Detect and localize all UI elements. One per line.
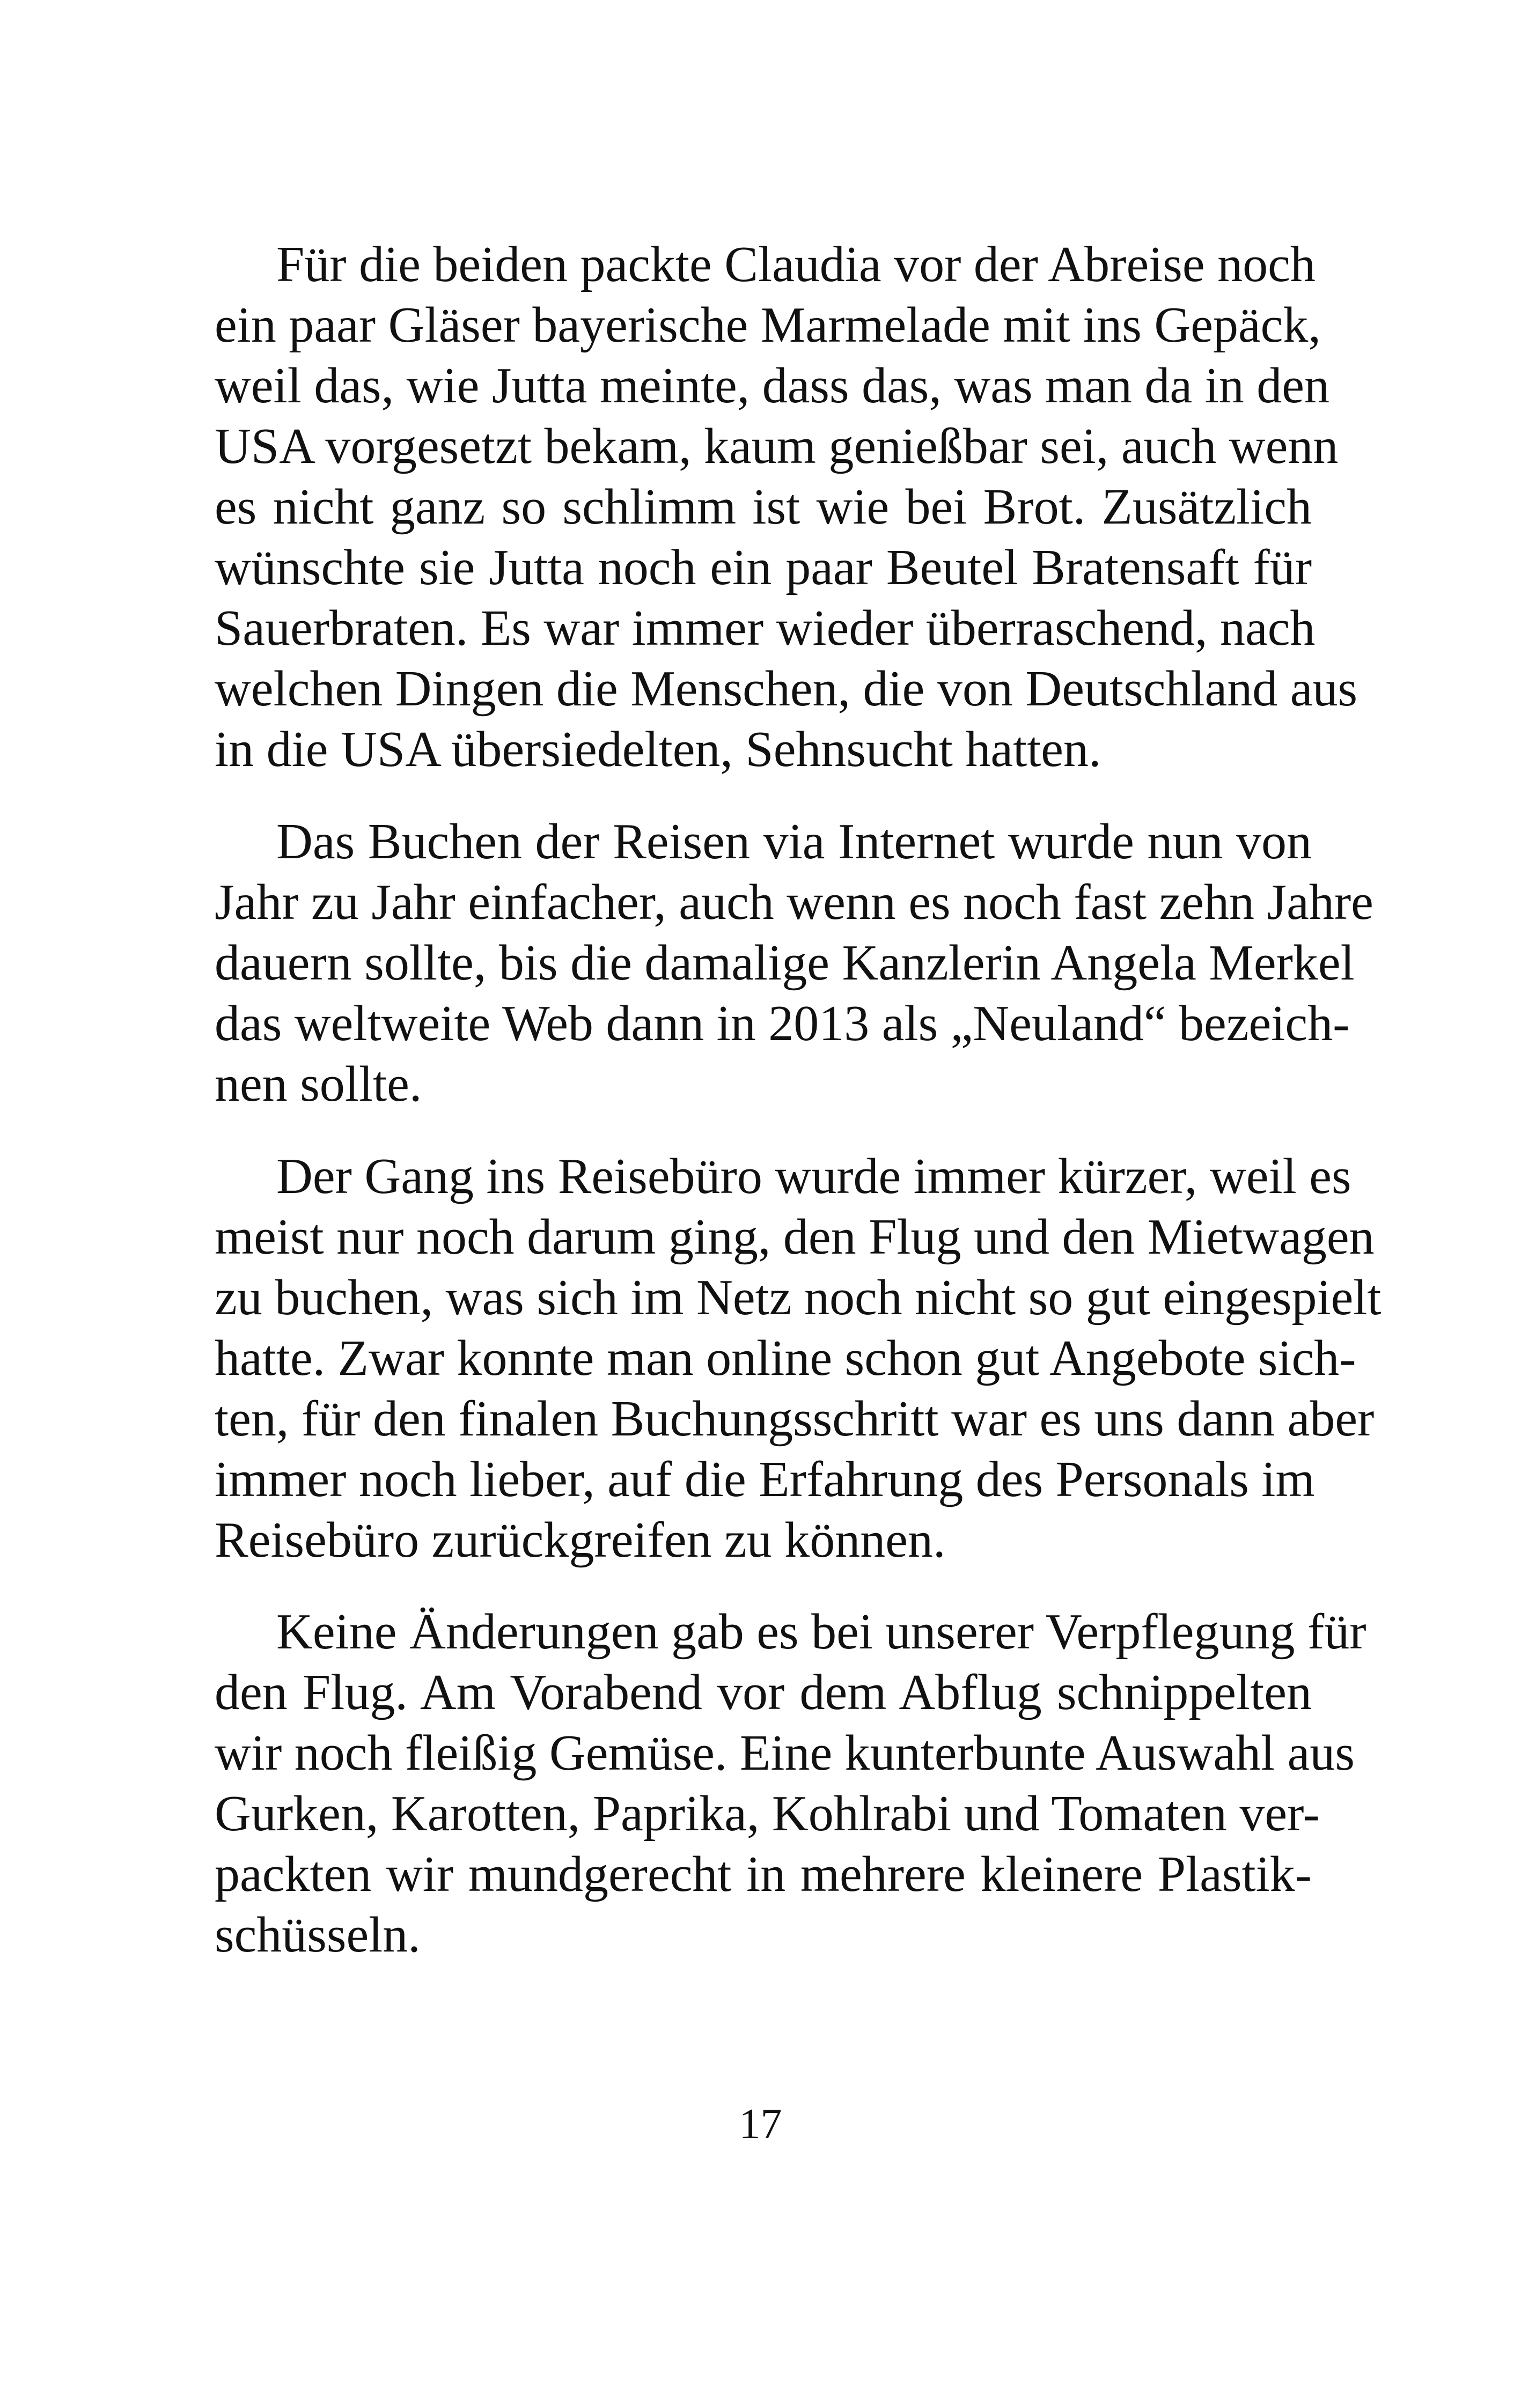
paragraph-line: ten, für den finalen Buchungsschritt war es uns dann aber (215, 1391, 1375, 1447)
paragraph-line: nen sollte. (215, 1056, 422, 1112)
paragraph-line: hatte. Zwar konnte man online schon gut Angebote sich- (215, 1330, 1356, 1386)
paragraph-line: Gurken, Karotten, Paprika, Kohlrabi und Tomaten ver- (215, 1786, 1320, 1842)
paragraph-line: Das Buchen der Reisen via Internet wurde nun von (276, 814, 1312, 870)
paragraph-line: dauern sollte, bis die damalige Kanzlerin Angela Merkel (215, 935, 1355, 991)
paragraph-line: packten wir mundgerecht in mehrere kleinere Plastik- (215, 1846, 1312, 1902)
paragraph-line: immer noch lieber, auf die Erfahrung des Personals im (215, 1452, 1315, 1507)
paragraph-line: wünschte sie Jutta noch ein paar Beutel Bratensaft für (215, 540, 1312, 595)
paragraph-line: schüsseln. (215, 1907, 421, 1963)
paragraph-line: welchen Dingen die Menschen, die von Deutschland aus (215, 661, 1358, 717)
paragraph-line: Reisebüro zurückgreifen zu können. (215, 1512, 946, 1568)
page-number: 17 (739, 2101, 782, 2148)
paragraph-line: Sauerbraten. Es war immer wieder überraschend, nach (215, 600, 1316, 656)
paragraph-line: Der Gang ins Reisebüro wurde immer kürzer, weil es (276, 1148, 1351, 1204)
paragraph-line: USA vorgesetzt bekam, kaum genießbar sei, auch wenn (215, 418, 1339, 474)
paragraph-line: Für die beiden packte Claudia vor der Abreise noch (276, 237, 1316, 292)
paragraph-line: in die USA übersiedelten, Sehnsucht hatten. (215, 721, 1101, 777)
paragraph-line: meist nur noch darum ging, den Flug und den Mietwagen (215, 1209, 1375, 1265)
paragraph-line: wir noch fleißig Gemüse. Eine kunterbunte Auswahl aus (215, 1725, 1355, 1781)
paragraph-line: das weltweite Web dann in 2013 als „Neuland“ bezeich- (215, 996, 1350, 1051)
paragraph-line: ein paar Gläser bayerische Marmelade mit ins Gepäck, (215, 297, 1321, 353)
paragraph-line: zu buchen, was sich im Netz noch nicht so gut eingespielt (215, 1270, 1382, 1325)
paragraph-line: den Flug. Am Vorabend vor dem Abflug schnippelten (215, 1665, 1312, 1720)
paragraph-line: Jahr zu Jahr einfacher, auch wenn es noch fast zehn Jahre (215, 874, 1373, 930)
paragraph-line: es nicht ganz so schlimm ist wie bei Brot. Zusätzlich (215, 479, 1312, 535)
paragraph-line: Keine Änderungen gab es bei unserer Verpflegung für (276, 1604, 1366, 1660)
paragraph-line: weil das, wie Jutta meinte, dass das, was man da in den (215, 358, 1329, 414)
